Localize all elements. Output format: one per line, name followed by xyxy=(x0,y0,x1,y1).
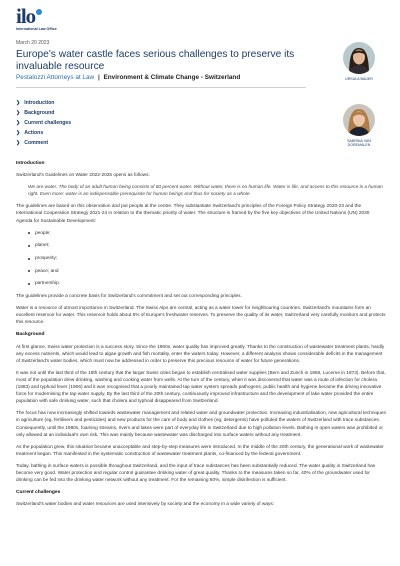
article-title: Europe's water castle faces serious challenges to preserve its invaluable resource xyxy=(16,49,295,72)
avatar xyxy=(343,42,375,74)
paragraph: Water is a resource of utmost importance in Switzerland. The Swiss Alps are central, acting as a water tower for neighbouring countries. Switzerland's mountains form an excellent reservoir for water. This reservoir holds about 6% of Europe's freshwater reserves. To preserve the quality of its water, Switzerland very carefully monitors and protects this resource. xyxy=(16,306,386,326)
list-item: people; xyxy=(28,230,386,237)
paragraph: The guidelines are based on this observation and put people at the centre. They substantiate Switzerland's principles of the Foreign Policy Strategy 2020-23 and the International Cooperation Strategy 2021-24 in relation to the thematic priority of water. The structure is framed by the five key objectives of the United Nations (UN) 2030 Agenda for Sustainable Development: xyxy=(16,204,370,224)
toc-item-actions[interactable]: ❯ Actions xyxy=(16,130,44,136)
author-name: SABRINA VAN DOREMALEN xyxy=(347,139,371,148)
byline-separator: | xyxy=(97,74,100,81)
logo-dot-icon xyxy=(36,9,42,15)
toc-item-comment[interactable]: ❯ Comment xyxy=(16,140,49,146)
toc-item-background[interactable]: ❯ Background xyxy=(16,110,55,116)
header-divider xyxy=(16,87,306,88)
paragraph: The guidelines provide a concrete basis for Switzerland's commitment and set out corresponding principles. xyxy=(16,294,242,300)
ilo-logo[interactable] xyxy=(16,6,64,36)
paragraph: Today, bathing in surface waters is possible throughout Switzerland, and the input of trace substances has been substantially reduced. The water quality in Switzerland has become very good. Water protection and regular control guarantee drinking water of great quality. Thanks to the measures taken so far, 40% of the groundwater used for drinking can be fed into the drinking water network without any treatment. For the remaining 60%, simple disinfection is sufficient. xyxy=(16,463,376,484)
section-heading-current-challenges: Current challenges xyxy=(16,490,61,496)
article-date: March 20 2023 xyxy=(16,40,50,46)
section-heading-introduction: Introduction xyxy=(16,161,45,166)
article-body xyxy=(16,160,386,513)
article-header xyxy=(16,40,306,148)
chevron-right-icon: ❯ xyxy=(16,130,21,136)
paragraph: The focus has now increasingly shifted towards wastewater management and related water and groundwater protection. Increasing industrialisation, new agricultural techniques in agriculture (eg, fertilisers and pesticides) and new products for the care of body and clothes (eg, detergents) have polluted the waters of Switzerland with trace substances. Consequently, until the 1980s, foaming streams, rivers and lakes were part of everyday life in Switzerland due to high pollution levels. Bathing in open waters was prohibited or only allowed at an individual's own risk. This was mainly because wastewater was discharged into surface waters without any treatment. xyxy=(16,411,386,438)
author-name: URSULA BAUER xyxy=(345,77,373,81)
list-item: partnership. xyxy=(28,280,386,287)
table-of-contents xyxy=(16,98,306,148)
blockquote: We are water. The body of an adult human being consists of 60 percent water. Without water, there is no human life. Water is life, and access to this resource is a human right. Even more: water is an indispensable prerequisite for human beings and thus for society as a whole. xyxy=(28,185,383,198)
author-card[interactable] xyxy=(339,104,379,148)
paragraph: It was not until the last third of the 19th century that the larger Swiss cities began to establish centralised water supplies (Bern and Zurich in 1868, Lucerne in 1873). Before that, most of the population drew drinking, washing and cooking water from wells. At the turn of the century, when it was discovered that water was a route of infection for cholera (1883) and typhoid fever (1906) and it was recognised that a poorly maintained tap water system spreads pathogens, public health and hygiene became the driving innovative force for modernising the tap water supply. By the last third of the 20th century, continuously improved infrastructure and the development of lake water provided the entire population with safe drinking water, such that cholera and typhoid disappeared from Switzerland. xyxy=(16,370,386,405)
section-heading-background: Background xyxy=(16,332,45,338)
author-card[interactable] xyxy=(339,42,379,81)
chevron-right-icon: ❯ xyxy=(16,100,21,106)
list-item: peace; and xyxy=(28,268,386,275)
paragraph: At first glance, Swiss water protection is a success story. Since the 1960s, water quality has improved greatly. Thanks to the construction of wastewater treatment plants, hardly any excess nutrients, which would lead to algae growth and fish mortality, enter the waters today. However, a different analysis shows considerable deficits in the management of Switzerland's water bodies, which must now be addressed in order to preserve this precious resource of water for future generations. xyxy=(16,344,385,364)
chevron-right-icon: ❯ xyxy=(16,110,21,116)
logo-subtitle: International Law Office xyxy=(16,27,57,31)
byline xyxy=(16,74,306,81)
paragraph: Switzerland's Guidelines on Water 2022-2025 opens as follows: xyxy=(16,173,150,179)
list-item: prosperity; xyxy=(28,255,386,262)
toc-item-current-challenges[interactable]: ❯ Current challenges xyxy=(16,120,72,126)
logo-mark: ilo xyxy=(16,4,36,28)
chevron-right-icon: ❯ xyxy=(16,140,21,146)
chevron-right-icon: ❯ xyxy=(16,120,21,126)
paragraph: Switzerland's water bodies and water resources are used intensively by society and the economy in a wide variety of ways: xyxy=(16,502,275,508)
bullet-list xyxy=(28,230,386,288)
avatar xyxy=(343,104,375,136)
list-item: planet; xyxy=(28,242,386,249)
toc-item-introduction[interactable]: ❯ Introduction xyxy=(16,100,55,106)
topic-label: Environment & Climate Change - Switzerland xyxy=(103,74,241,81)
paragraph: As the population grew, this situation became unacceptable and step-by-step measures were introduced. In the middle of the 20th century, the generational work of wastewater treatment began. This manifested in the systematic construction of wastewater treatment plants, co-financed by the federal government. xyxy=(16,444,384,457)
firm-link[interactable]: Pestalozzi Attorneys at Law xyxy=(16,74,95,81)
